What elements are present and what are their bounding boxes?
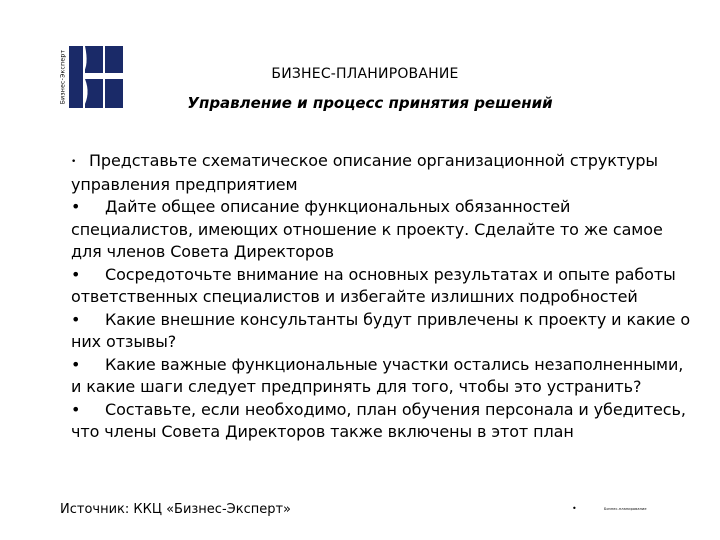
logo-text: Бизнес-Эксперт bbox=[59, 49, 67, 105]
bullet-marker: • bbox=[71, 399, 81, 419]
list-item-text: Какие важные функциональные участки остались незаполненными, и какие шаги следует предпринять для того, чтобы это устранить? bbox=[71, 354, 684, 396]
list-item bbox=[71, 150, 696, 196]
list-item-text: Составьте, если необходимо, план обучения персонала и убедитесь, что члены Совета Директоров также включены в этот план bbox=[71, 399, 686, 441]
list-item bbox=[71, 354, 696, 399]
page-subtitle: Управление и процесс принятия решений bbox=[187, 94, 553, 112]
page-title: БИЗНЕС-ПЛАНИРОВАНИЕ bbox=[271, 66, 459, 82]
bullet-marker: • bbox=[71, 197, 81, 216]
footer-source: Источник: ККЦ «Бизнес-Эксперт» bbox=[60, 502, 291, 517]
bullet-marker: • bbox=[71, 264, 81, 284]
list-item bbox=[71, 196, 696, 264]
footer-dot: • bbox=[572, 504, 577, 513]
bullet-marker: • bbox=[71, 309, 81, 329]
list-item bbox=[71, 399, 696, 444]
bullet-marker: • bbox=[71, 354, 81, 374]
list-item-text: Представьте схематическое описание организационной структуры управления предприятием bbox=[71, 151, 658, 194]
list-item-text: Дайте общее описание функциональных обязанностей специалистов, имеющих отношение к проекту. Сделайте то же самое для членов Совета Директоров bbox=[71, 197, 663, 261]
footer-mini-label: Бизнес-планирование bbox=[604, 507, 647, 511]
list-item-text: Какие внешние консультанты будут привлечены к проекту и какие о них отзывы? bbox=[71, 309, 691, 351]
bullet-list bbox=[71, 150, 696, 444]
list-item-text: Сосредоточьте внимание на основных результатах и опыте работы ответственных специалистов и избегайте излишних подробностей bbox=[71, 264, 676, 306]
list-item bbox=[71, 264, 696, 309]
bullet-marker: • bbox=[71, 157, 77, 167]
list-item bbox=[71, 309, 696, 354]
